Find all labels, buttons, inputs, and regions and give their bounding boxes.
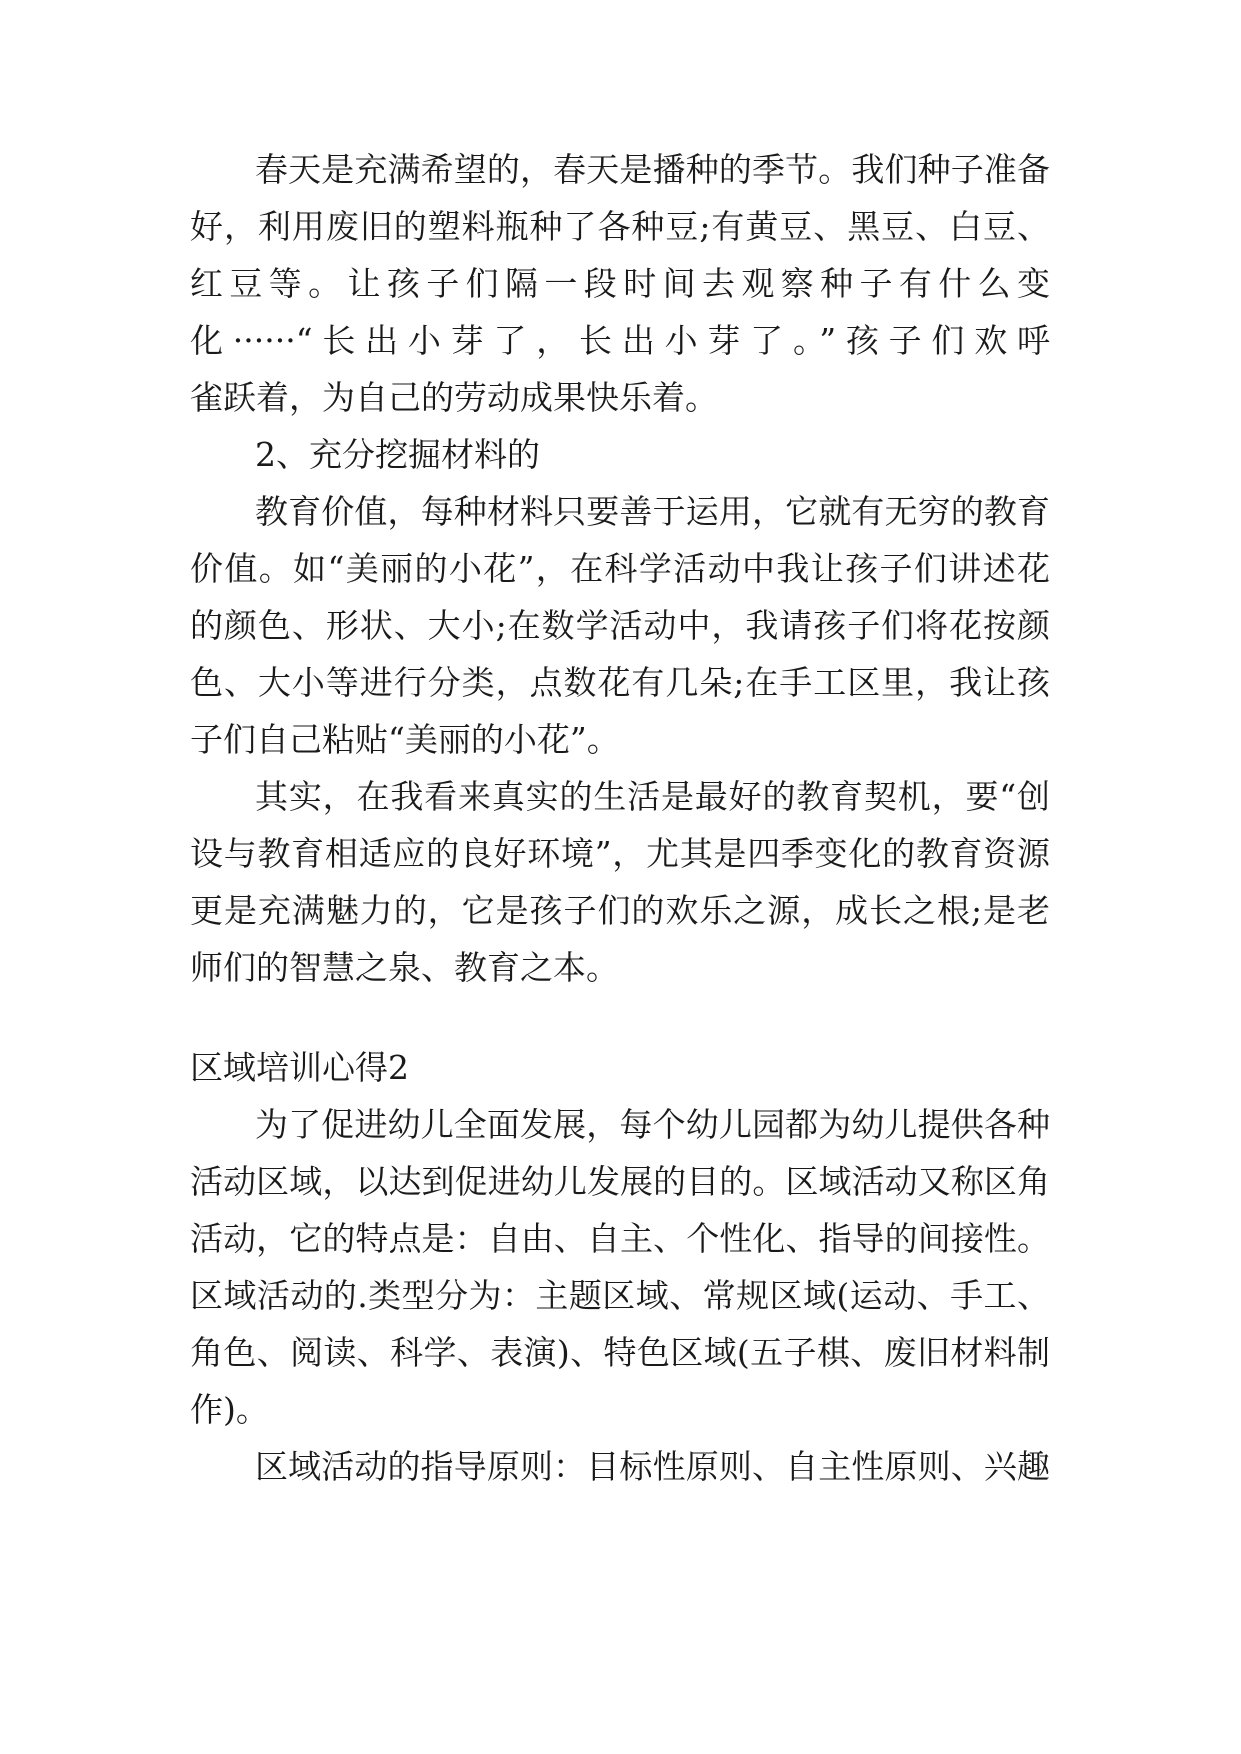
text-line: 价值。如“美丽的小花”，在科学活动中我让孩子们讲述花 [190,549,1050,588]
text-line: 色、大小等进行分类，点数花有几朵;在手工区里，我让孩 [190,663,1050,702]
text-line: 区域活动的指导原则：目标性原则、自主性原则、兴趣 [255,1447,1050,1486]
text-line: 教育价值，每种材料只要善于运用，它就有无穷的教育 [255,492,1050,531]
text-line: 活动区域，以达到促进幼儿发展的目的。区域活动又称区角 [190,1162,1050,1201]
text-line: 子们自己粘贴“美丽的小花”。 [190,720,620,759]
section-title: 区域培训心得2 [190,1048,409,1087]
section-subheading: 2、充分挖掘材料的 [255,435,540,474]
text-line: 作)。 [190,1390,269,1429]
text-line: 角色、阅读、科学、表演)、特色区域(五子棋、废旧材料制 [190,1333,1050,1372]
text-line: 师们的智慧之泉、教育之本。 [190,948,619,987]
text-line: 更是充满魅力的，它是孩子们的欢乐之源，成长之根;是老 [190,891,1050,930]
text-line: 活动，它的特点是：自由、自主、个性化、指导的间接性。 [190,1219,1050,1258]
text-line: 春天是充满希望的，春天是播种的季节。我们种子准备 [255,150,1050,189]
text-line: 红豆等。让孩子们隔一段时间去观察种子有什么变 [190,264,1050,303]
text-line: 好，利用废旧的塑料瓶种了各种豆;有黄豆、黑豆、白豆、 [190,207,1050,246]
text-line: 雀跃着，为自己的劳动成果快乐着。 [190,378,718,417]
text-line: 化······“长出小芽了，长出小芽了。”孩子们欢呼 [190,321,1050,360]
text-line: 其实，在我看来真实的生活是最好的教育契机，要“创 [255,777,1050,816]
text-line: 的颜色、形状、大小;在数学活动中，我请孩子们将花按颜 [190,606,1050,645]
text-line: 区域活动的.类型分为：主题区域、常规区域(运动、手工、 [190,1276,1050,1315]
text-line: 为了促进幼儿全面发展，每个幼儿园都为幼儿提供各种 [255,1105,1050,1144]
text-line: 设与教育相适应的良好环境”，尤其是四季变化的教育资源 [190,834,1050,873]
